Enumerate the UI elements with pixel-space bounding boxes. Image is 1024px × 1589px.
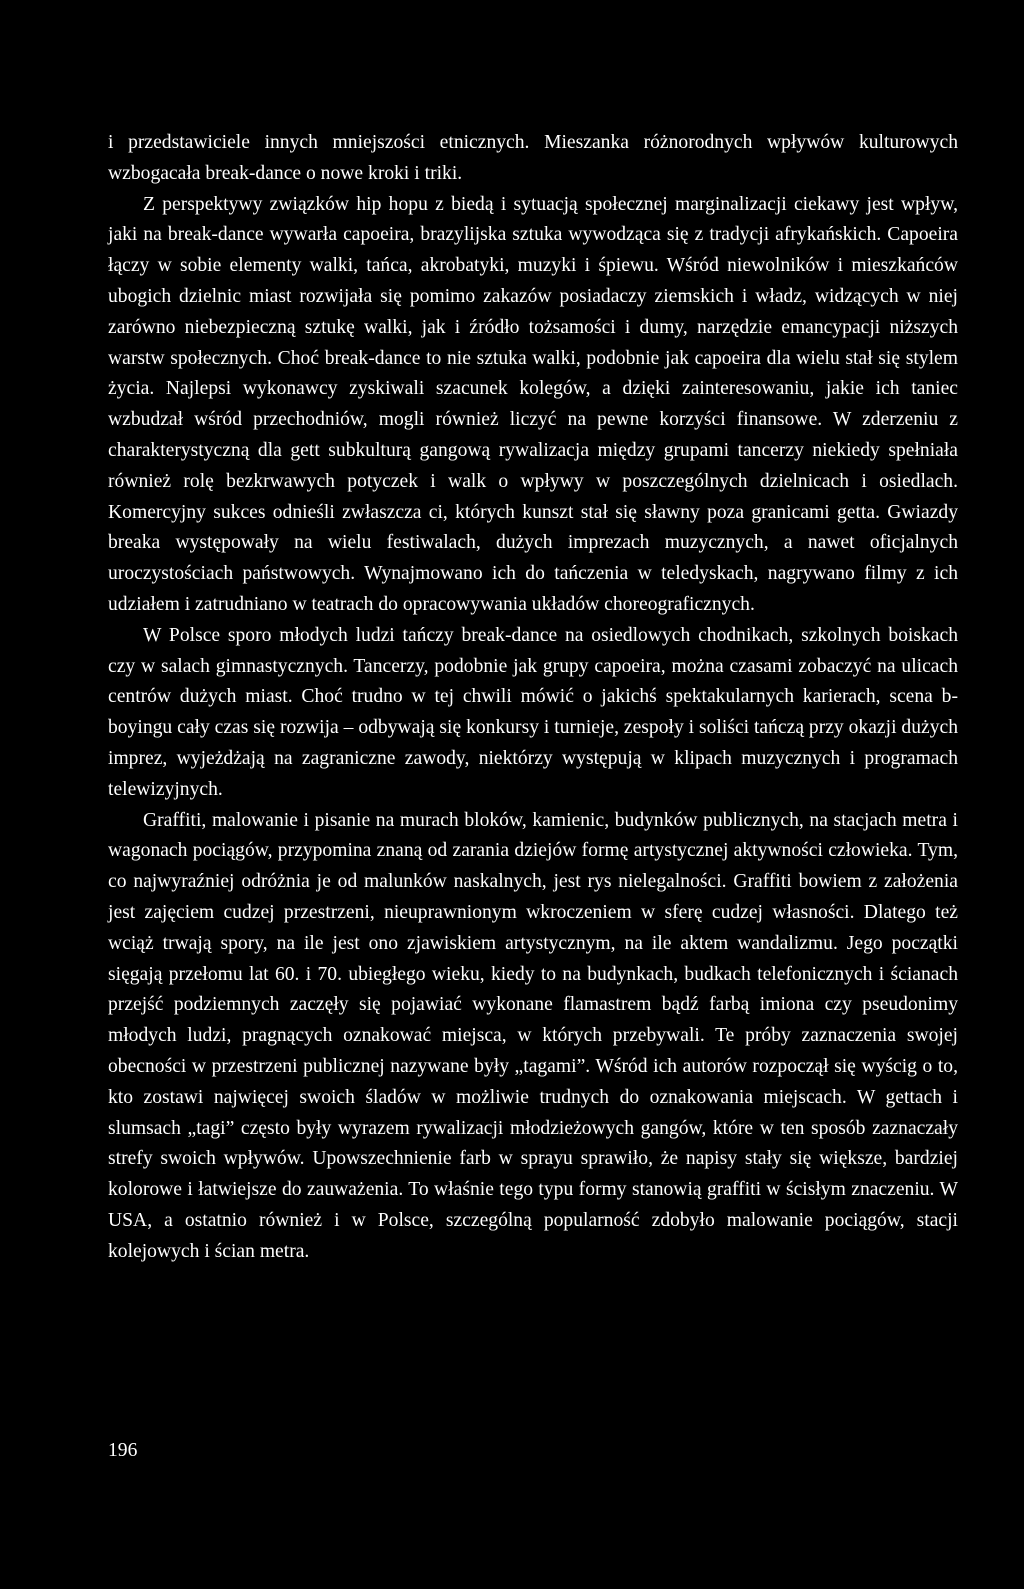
- paragraph-capoeira: Z perspektywy związków hip hopu z biedą i sytuacją społecznej marginalizacji ciekawy jest wpływ, jaki na break-dance wywarła capoeira, brazylijska sztuka wywodząca się z tradycji afrykańskich. Capoeira łączy w sobie elementy walki, tańca, akrobatyki, muzyki i śpiewu. Wśród niewolników i mieszkańców ubogich dzielnic miast rozwijała się pomimo zakazów posiadaczy ziemskich i władz, widzących w niej zarówno niebezpieczną sztukę walki, jak i źródło tożsamości i dumy, narzędzie emancypacji niższych warstw społecznych. Choć break-dance to nie sztuka walki, podobnie jak capoeira dla wielu stał się stylem życia. Najlepsi wykonawcy zyskiwali szacunek kolegów, a dzięki zainteresowaniu, jakie ich taniec wzbudzał wśród przechodniów, mogli również liczyć na pewne korzyści finansowe. W zderzeniu z charakterystyczną dla gett subkulturą gangową rywalizacja między grupami tancerzy niekiedy spełniała również rolę bezkrwawych potyczek i walk o wpływy w poszczególnych dzielnicach i osiedlach. Komercyjny sukces odnieśli zwłaszcza ci, których kunszt stał się sławny poza granicami getta. Gwiazdy breaka występowały na wielu festiwalach, dużych imprezach muzycznych, a nawet oficjalnych uroczystościach państwowych. Wynajmowano ich do tańczenia w teledyskach, nagrywano filmy z ich udziałem i zatrudniano w teatrach do opracowywania układów choreograficznych.: [108, 193, 958, 615]
- paragraph-continuation: i przedstawiciele innych mniejszości etnicznych. Mieszanka różnorodnych wpływów kulturowych wzbogacała break-dance o nowe kroki i triki.: [108, 132, 958, 184]
- body-text: [108, 128, 958, 1267]
- paragraph-poland-breakdance: W Polsce sporo młodych ludzi tańczy break-dance na osiedlowych chodnikach, szkolnych boiskach czy w salach gimnastycznych. Tancerzy, podobnie jak grupy capoeira, można czasami zobaczyć na ulicach centrów dużych miast. Choć trudno w tej chwili mówić o jakichś spektakularnych karierach, scena b-boyingu cały czas się rozwija – odbywają się konkursy i turnieje, zespoły i soliści tańczą przy okazji dużych imprez, wyjeżdżają na zagraniczne zawody, niektórzy występują w klipach muzycznych i programach telewizyjnych.: [108, 624, 958, 800]
- page-number: 196: [108, 1440, 138, 1461]
- paragraph-graffiti: Graffiti, malowanie i pisanie na murach bloków, kamienic, budynków publicznych, na stacjach metra i wagonach pociągów, przypomina znaną od zarania dziejów formę artystycznej aktywności człowieka. Tym, co najwyraźniej odróżnia je od malunków naskalnych, jest rys nielegalności. Graffiti bowiem z założenia jest zajęciem cudzej przestrzeni, nieuprawnionym wkroczeniem w sferę cudzej własności. Dlatego też wciąż trwają spory, na ile jest ono zjawiskiem artystycznym, na ile aktem wandalizmu. Jego początki sięgają przełomu lat 60. i 70. ubiegłego wieku, kiedy to na budynkach, budkach telefonicznych i ścianach przejść podziemnych zaczęły się pojawiać wykonane flamastrem bądź farbą imiona czy pseudonimy młodych ludzi, pragnących oznakować miejsca, w których przebywali. Te próby zaznaczenia swojej obecności w przestrzeni publicznej nazywane były „tagami”. Wśród ich autorów rozpoczął się wyścig o to, kto zostawi najwięcej swoich śladów w możliwie trudnych do oznakowania miejscach. W gettach i slumsach „tagi” często były wyrazem rywalizacji młodzieżowych gangów, które w ten sposób zaznaczały strefy swoich wpływów. Upowszechnienie farb w sprayu sprawiło, że napisy stały się większe, bardziej kolorowe i łatwiejsze do zauważenia. To właśnie tego typu formy stanowią graffiti w ścisłym znaczeniu. W USA, a ostatnio również i w Polsce, szczególną popularność zdobyło malowanie pociągów, stacji kolejowych i ścian metra.: [108, 809, 958, 1262]
